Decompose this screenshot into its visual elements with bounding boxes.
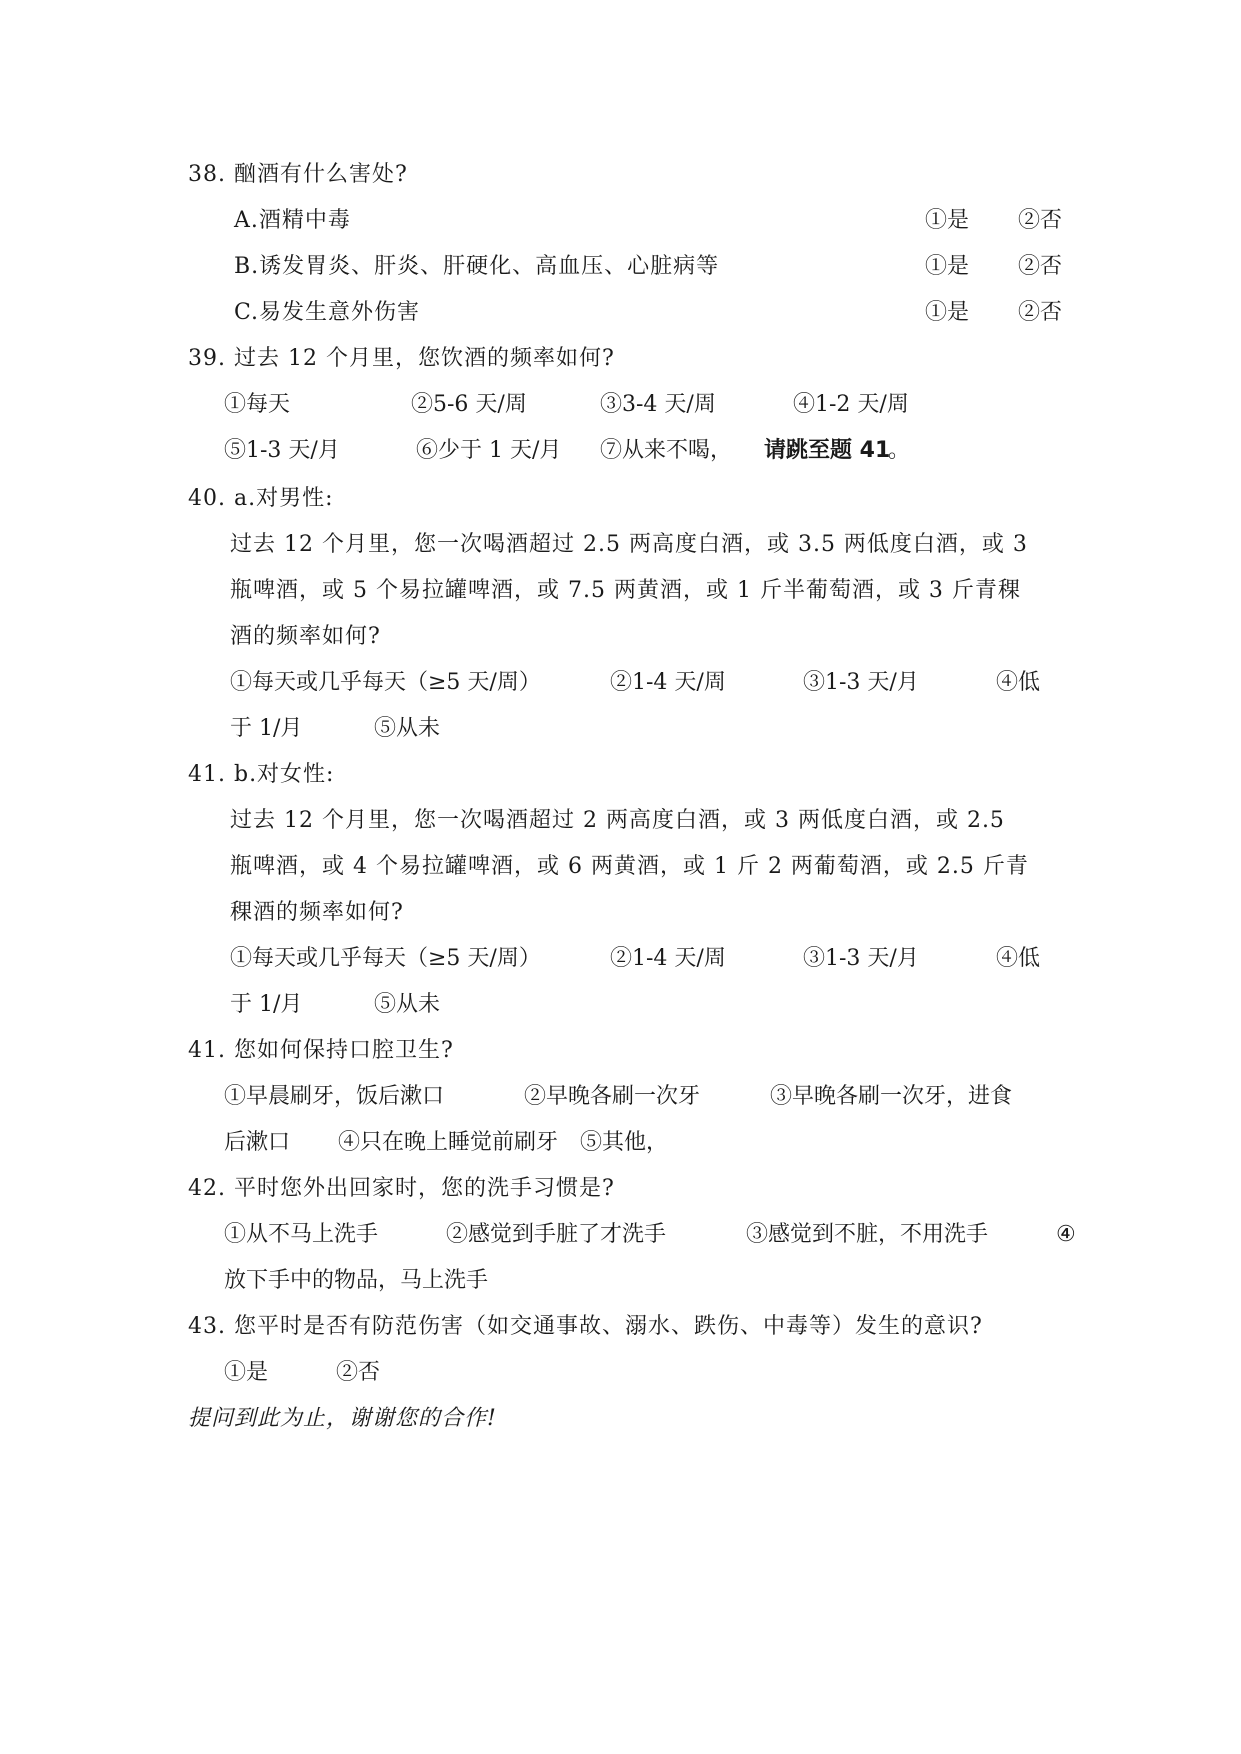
q41b-text-line-1: 过去 12 个月里，您一次喝酒超过 2 两高度白酒，或 3 两低度白酒，或 2.5 [230, 808, 1005, 833]
q38-item-a-yes: ①是 [925, 208, 970, 233]
q40-title: 40. a.对男性: [188, 486, 334, 511]
q38-item-c-yes: ①是 [925, 300, 970, 325]
q40-text-line-1: 过去 12 个月里，您一次喝酒超过 2.5 两高度白酒，或 3.5 两低度白酒，或 3 [230, 532, 1028, 557]
q38-title: 38. 酗酒有什么害处? [188, 162, 408, 187]
q41b-option-4-cont: 于 1/月 [230, 992, 303, 1017]
q41b-option-2: ②1-4 天/周 [610, 946, 726, 971]
q39-option-3: ③3-4 天/周 [600, 392, 716, 417]
q42-title: 42. 平时您外出回家时，您的洗手习惯是? [188, 1176, 615, 1201]
q39-option-7: ⑦从来不喝， [600, 438, 733, 463]
q41b-option-3: ③1-3 天/月 [803, 946, 919, 971]
q40-option-3: ③1-3 天/月 [803, 670, 919, 695]
q38-item-b-yes: ①是 [925, 254, 970, 279]
q38-item-a-no: ②否 [1018, 208, 1063, 233]
q38-item-c-label: C.易发生意外伤害 [234, 300, 421, 325]
q40-text-line-2: 瓶啤酒，或 5 个易拉罐啤酒，或 7.5 两黄酒，或 1 斤半葡萄酒，或 3 斤青稞 [230, 578, 1021, 603]
q41-option-1: ①早晨刷牙，饭后漱口 [224, 1084, 445, 1109]
q39-skip-note: 请跳至题 41 [764, 438, 891, 463]
q40-option-4: ④低 [996, 670, 1041, 695]
q42-option-2: ②感觉到手脏了才洗手 [446, 1222, 667, 1247]
q42-option-4: ④ [1056, 1222, 1076, 1247]
q40-option-2: ②1-4 天/周 [610, 670, 726, 695]
q40-option-1: ①每天或几乎每天（≥5 天/周） [230, 670, 541, 695]
q41b-title: 41. b.对女性: [188, 762, 335, 787]
q38-item-a-label: A.酒精中毒 [234, 208, 351, 233]
q39-option-5: ⑤1-3 天/月 [224, 438, 340, 463]
q41b-text-line-3: 稞酒的频率如何? [230, 900, 404, 925]
q41b-option-5: ⑤从未 [374, 992, 441, 1017]
q39-option-4: ④1-2 天/周 [793, 392, 909, 417]
q42-option-3: ③感觉到不脏，不用洗手 [746, 1222, 989, 1247]
q41-option-4: ④只在晚上睡觉前刷牙 [338, 1130, 559, 1155]
q38-item-c-no: ②否 [1018, 300, 1063, 325]
q39-skip-end: 。 [888, 438, 911, 463]
q41b-option-4: ④低 [996, 946, 1041, 971]
q39-option-1: ①每天 [224, 392, 291, 417]
q43-option-no: ②否 [336, 1360, 381, 1385]
q40-text-line-3: 酒的频率如何? [230, 624, 381, 649]
q41b-text-line-2: 瓶啤酒，或 4 个易拉罐啤酒，或 6 两黄酒，或 1 斤 2 两葡萄酒，或 2.5 斤青 [230, 854, 1029, 879]
q38-item-b-label: B.诱发胃炎、肝炎、肝硬化、高血压、心脏病等 [234, 254, 720, 279]
q39-option-6: ⑥少于 1 天/月 [416, 438, 562, 463]
q41-title: 41. 您如何保持口腔卫生? [188, 1038, 454, 1063]
q41b-option-1: ①每天或几乎每天（≥5 天/周） [230, 946, 541, 971]
q39-option-2: ②5-6 天/周 [411, 392, 527, 417]
q39-title: 39. 过去 12 个月里，您饮酒的频率如何? [188, 346, 615, 371]
q40-option-5: ⑤从未 [374, 716, 441, 741]
q42-option-1: ①从不马上洗手 [224, 1222, 379, 1247]
q40-option-4-cont: 于 1/月 [230, 716, 303, 741]
q41-option-2: ②早晚各刷一次牙 [524, 1084, 701, 1109]
q41-option-3-cont: 后漱口 [224, 1130, 291, 1155]
closing-note: 提问到此为止，谢谢您的合作! [188, 1406, 497, 1431]
q43-title: 43. 您平时是否有防范伤害（如交通事故、溺水、跌伤、中毒等）发生的意识? [188, 1314, 983, 1339]
q38-item-b-no: ②否 [1018, 254, 1063, 279]
q41-option-3: ③早晚各刷一次牙，进食 [770, 1084, 1013, 1109]
q43-option-yes: ①是 [224, 1360, 269, 1385]
q42-option-4-cont: 放下手中的物品，马上洗手 [224, 1268, 489, 1293]
q41-option-5: ⑤其他， [580, 1130, 669, 1155]
